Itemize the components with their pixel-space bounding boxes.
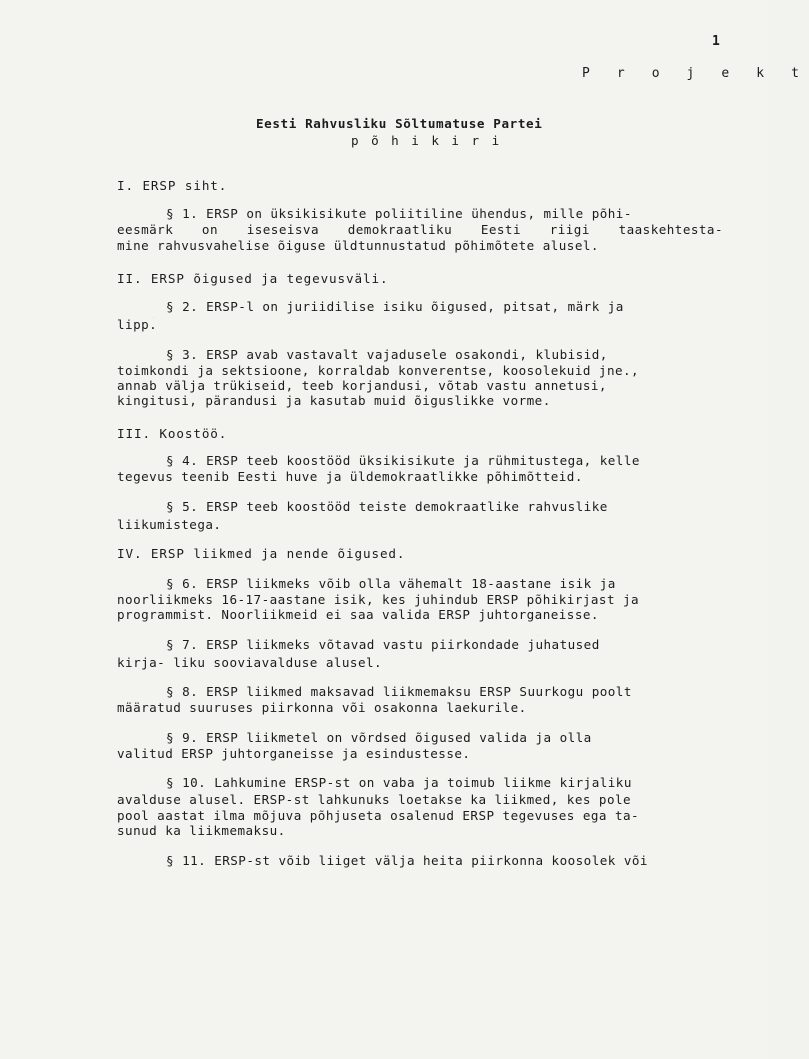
document-title: Eesti Rahvusliku Sõltumatuse Partei	[256, 116, 543, 131]
paragraph-10-line: pool aastat ilma mõjuva põhjuseta osalenud ERSP tegevuses ega ta-	[117, 808, 640, 823]
draft-label: P r o j e k t	[582, 66, 809, 81]
paragraph-4-line: § 4. ERSP teeb koostööd üksikisikute ja rühmitustega, kelle	[166, 453, 640, 468]
document-subtitle: põhikiri	[351, 133, 512, 148]
section-heading-2: II. ERSP õigused ja tegevusväli.	[117, 271, 389, 286]
paragraph-3-line: § 3. ERSP avab vastavalt vajadusele osakondi, klubisid,	[166, 347, 608, 362]
paragraph-3-line: toimkondi ja sektsioone, korraldab konverentse, koosolekuid jne.,	[117, 363, 640, 378]
paragraph-10-line: avalduse alusel. ERSP-st lahkunuks loetakse ka liikmed, kes pole	[117, 792, 632, 807]
paragraph-10-line: § 10. Lahkumine ERSP-st on vaba ja toimub liikme kirjaliku	[166, 775, 632, 790]
paragraph-7-line: kirja- liku sooviavalduse alusel.	[117, 655, 383, 670]
paragraph-6-line: programmist. Noorliikmeid ei saa valida ERSP juhtorganeisse.	[117, 607, 599, 622]
paragraph-6-line: noorliikmeks 16-17-aastane isik, kes juhindub ERSP põhikirjast ja	[117, 592, 640, 607]
paragraph-10-line: sunud ka liikmemaksu.	[117, 823, 286, 838]
paragraph-5-line: liikumistega.	[117, 517, 222, 532]
paragraph-9-line: § 9. ERSP liikmetel on võrdsed õigused valida ja olla	[166, 730, 592, 745]
paragraph-2-line: § 2. ERSP-l on juriidilise isiku õigused, pitsat, märk ja	[166, 299, 624, 314]
paragraph-9-line: valitud ERSP juhtorganeisse ja esindustesse.	[117, 746, 471, 761]
paragraph-8-line: määratud suuruses piirkonna või osakonna laekurile.	[117, 700, 527, 715]
paragraph-3-line: kingitusi, pärandusi ja kasutab muid õiguslikke vorme.	[117, 393, 551, 408]
paragraph-1-line: eesmärk on iseseisva demokraatliku Eesti riigi taaskehtesta-	[117, 222, 723, 237]
section-heading-3: III. Koostöö.	[117, 426, 228, 441]
paragraph-7-line: § 7. ERSP liikmeks võtavad vastu piirkondade juhatused	[166, 637, 600, 652]
paragraph-11-line: § 11. ERSP-st võib liiget välja heita piirkonna koosolek või	[166, 853, 648, 868]
section-heading-1: I. ERSP siht.	[117, 178, 228, 193]
paragraph-5-line: § 5. ERSP teeb koostööd teiste demokraatlike rahvuslike	[166, 499, 608, 514]
paragraph-3-line: annab välja trükiseid, teeb korjandusi, võtab vastu annetusi,	[117, 378, 607, 393]
page-number: 1	[712, 34, 721, 49]
section-heading-4: IV. ERSP liikmed ja nende õigused.	[117, 546, 406, 561]
paragraph-2-line: lipp.	[117, 317, 158, 332]
paragraph-6-line: § 6. ERSP liikmeks võib olla vähemalt 18-aastane isik ja	[166, 576, 616, 591]
paragraph-8-line: § 8. ERSP liikmed maksavad liikmemaksu ERSP Suurkogu poolt	[166, 684, 632, 699]
paragraph-1-line: mine rahvusvahelise õiguse üldtunnustatud põhimõtete alusel.	[117, 238, 599, 253]
paragraph-1-line: § 1. ERSP on üksikisikute poliitiline ühendus, mille põhi-	[166, 206, 632, 221]
paragraph-4-line: tegevus teenib Eesti huve ja üldemokraatlikke põhimõtteid.	[117, 469, 583, 484]
